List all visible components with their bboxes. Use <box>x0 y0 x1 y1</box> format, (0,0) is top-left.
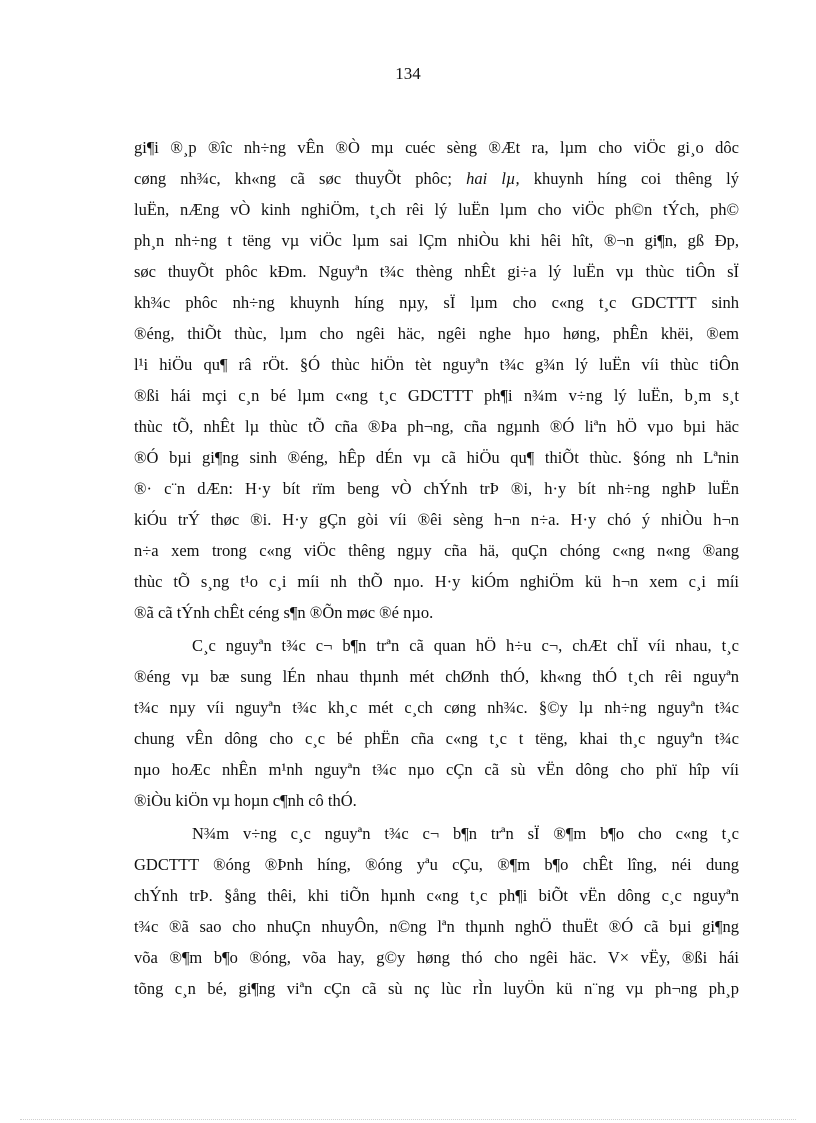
text-line: chung vÊn dông cho c¸c bé phËn cña c«ng t¸c t tëng, khai th¸c nguyªn t¾c <box>134 729 739 748</box>
text-line-with-italic <box>134 163 739 194</box>
text-segment: cøng nh¾c, kh«ng cã søc thuyÕt phôc; <box>134 169 452 188</box>
text-line: ®iÒu kiÖn vµ hoµn c¶nh cô thÓ. <box>134 791 357 810</box>
text-line: ®éng, thiÕt thùc, lµm cho ngêi häc, ngêi nghe hµo høng, phÊn khëi, ®em <box>134 324 739 343</box>
text-line: thùc tÕ, nhÊt lµ thùc tÕ cña ®Þa ph¬ng, cña ngµnh ®Ó liªn hÖ vµo bµi häc <box>134 417 739 436</box>
text-line: kh¾c phôc nh÷ng khuynh híng nµy, sÏ lµm cho c«ng t¸c GDCTTT sinh <box>134 293 739 312</box>
page-number: 134 <box>395 64 421 83</box>
text-line: luËn, nÆng vÒ kinh nghiÖm, t¸ch rêi lý luËn lµm cho viÖc ph©n tÝch, ph© <box>134 200 739 219</box>
text-line: C¸c nguyªn t¾c c¬ b¶n trªn cã quan hÖ h÷u c¬, chÆt chÏ víi nhau, t¸c <box>192 636 739 655</box>
text-line: søc thuyÕt phôc kÐm. Nguyªn t¾c thèng nhÊt gi÷a lý luËn vµ thùc tiÔn sÏ <box>134 262 739 281</box>
text-line: nµo hoÆc nhÊn m¹nh nguyªn t¾c nµo cÇn cã sù vËn dông cho phï hîp víi <box>134 760 739 779</box>
text-line: võa ®¶m b¶o ®óng, võa hay, g©y høng thó cho ngêi häc. V× vËy, ®ßi hái <box>134 948 739 967</box>
text-line: tõng c¸n bé, gi¶ng viªn cÇn cã sù nç lùc rÌn luyÖn kü n¨ng vµ ph¬ng ph¸p <box>134 979 739 998</box>
text-line: kiÓu trÝ thøc ®i. H·y gÇn gòi víi ®êi sèng h¬n n÷a. H·y chó ý nhiÒu h¬n <box>134 510 739 529</box>
text-line: chÝnh trÞ. §ång thêi, khi tiÕn hµnh c«ng t¸c ph¶i biÕt vËn dông c¸c nguyªn <box>134 886 739 905</box>
text-line: ph¸n nh÷ng t tëng vµ viÖc lµm sai lÇm nhiÒu khi hêi hît, ®¬n gi¶n, gß Ðp, <box>134 231 739 250</box>
text-line: ®ßi hái mçi c¸n bé lµm c«ng t¸c GDCTTT ph¶i n¾m v÷ng lý luËn, b¸m s¸t <box>134 386 739 405</box>
paragraph-2 <box>134 630 739 816</box>
text-line: t¾c ®ã sao cho nhuÇn nhuyÔn, n©ng lªn thµnh nghÖ thuËt ®Ó cã bµi gi¶ng <box>134 917 739 936</box>
text-line: t¾c nµy víi nguyªn t¾c kh¸c mét c¸ch cøng nh¾c. §©y lµ nh÷ng nguyªn t¾c <box>134 698 739 717</box>
text-line: ®Ó bµi gi¶ng sinh ®éng, hÊp dÉn vµ cã hiÖu qu¶ thiÕt thùc. §óng nh Lªnin <box>134 448 739 467</box>
text-line: N¾m v÷ng c¸c nguyªn t¾c c¬ b¶n trªn sÏ ®¶m b¶o cho c«ng t¸c <box>192 824 739 843</box>
text-line: l¹i hiÖu qu¶ râ rÖt. §Ó thùc hiÖn tèt nguyªn t¾c g¾n lý luËn víi thùc tiÔn <box>134 355 739 374</box>
page-bottom-border <box>20 1119 796 1120</box>
text-segment: khuynh híng coi thêng lý <box>533 169 739 188</box>
text-line: n÷a xem trong c«ng viÖc thêng ngµy cña hä, quÇn chóng c«ng n«ng ®ang <box>134 541 739 560</box>
text-line: ®éng vµ bæ sung lÉn nhau thµnh mét chØnh thÓ, kh«ng thÓ t¸ch rêi nguyªn <box>134 667 739 686</box>
text-line: ®· c¨n dÆn: H·y bít rïm beng vÒ chÝnh trÞ ®i, h·y bít nh÷ng nghÞ luËn <box>134 479 739 498</box>
text-line: GDCTTT ®óng ®Þnh híng, ®óng yªu cÇu, ®¶m b¶o chÊt lîng, néi dung <box>134 855 739 874</box>
document-body <box>134 132 739 1004</box>
paragraph-1 <box>134 132 739 628</box>
text-line: ®ã cã tÝnh chÊt céng s¶n ®Õn møc ®é nµo. <box>134 603 434 622</box>
paragraph-3 <box>134 818 739 1004</box>
text-line: gi¶i ®¸p ®îc nh÷ng vÊn ®Ò mµ cuéc sèng ®Æt ra, lµm cho viÖc gi¸o dôc <box>134 138 739 157</box>
italic-emphasis: hai lµ, <box>466 169 520 188</box>
text-line: thùc tÕ s¸ng t¹o c¸i míi nh thÕ nµo. H·y kiÓm nghiÖm kü h¬n xem c¸i míi <box>134 572 739 591</box>
